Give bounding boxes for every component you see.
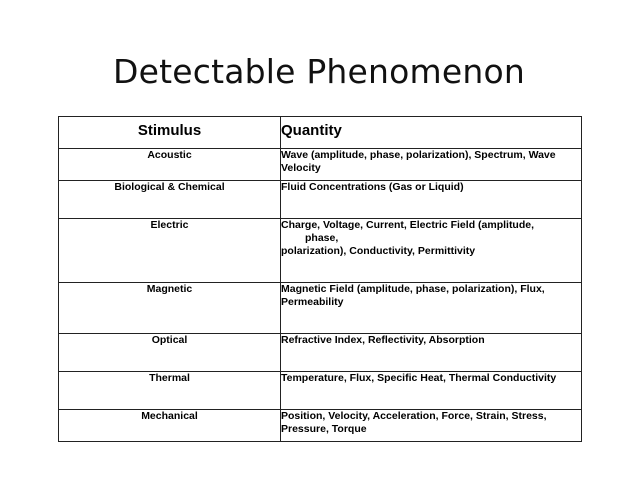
- stimulus-cell: Acoustic: [59, 149, 281, 181]
- quantity-line: Charge, Voltage, Current, Electric Field (amplitude,: [281, 219, 535, 231]
- stimulus-cell: Electric: [59, 219, 281, 283]
- quantity-cell: [281, 181, 582, 219]
- quantity-line: Magnetic Field (amplitude, phase, polarization), Flux,: [281, 283, 545, 295]
- table-row: [59, 219, 582, 283]
- slide-title: Detectable Phenomenon: [112, 52, 526, 91]
- table-row: [59, 372, 582, 410]
- quantity-cell: [281, 219, 582, 283]
- stimulus-cell: Thermal: [59, 372, 281, 410]
- phenomenon-table: [58, 116, 582, 442]
- quantity-line: Temperature, Flux, Specific Heat, Thermal Conductivity: [281, 372, 557, 384]
- quantity-cell: [281, 372, 582, 410]
- quantity-line: polarization), Conductivity, Permittivity: [281, 245, 476, 257]
- header-stimulus: Stimulus: [59, 117, 281, 149]
- table-header-row: [59, 117, 582, 149]
- quantity-line: phase,: [305, 232, 339, 244]
- table-row: [59, 149, 582, 181]
- table-row: [59, 334, 582, 372]
- table-row: [59, 283, 582, 334]
- table-row: [59, 181, 582, 219]
- stimulus-cell: Magnetic: [59, 283, 281, 334]
- quantity-cell: [281, 334, 582, 372]
- stimulus-cell: Optical: [59, 334, 281, 372]
- header-quantity: Quantity: [281, 117, 582, 149]
- quantity-cell: [281, 283, 582, 334]
- quantity-line: Fluid Concentrations (Gas or Liquid): [281, 181, 464, 193]
- quantity-line: Position, Velocity, Acceleration, Force, Strain, Stress,: [281, 410, 547, 422]
- quantity-line: Permeability: [281, 296, 344, 308]
- quantity-line: Wave (amplitude, phase, polarization), Spectrum, Wave: [281, 149, 556, 161]
- quantity-line: Refractive Index, Reflectivity, Absorption: [281, 334, 485, 346]
- stimulus-cell: Mechanical: [59, 410, 281, 442]
- quantity-cell: [281, 149, 582, 181]
- stimulus-cell: Biological & Chemical: [59, 181, 281, 219]
- quantity-cell: [281, 410, 582, 442]
- quantity-line: Pressure, Torque: [281, 423, 367, 435]
- table-row: [59, 410, 582, 442]
- quantity-line: Velocity: [281, 162, 321, 174]
